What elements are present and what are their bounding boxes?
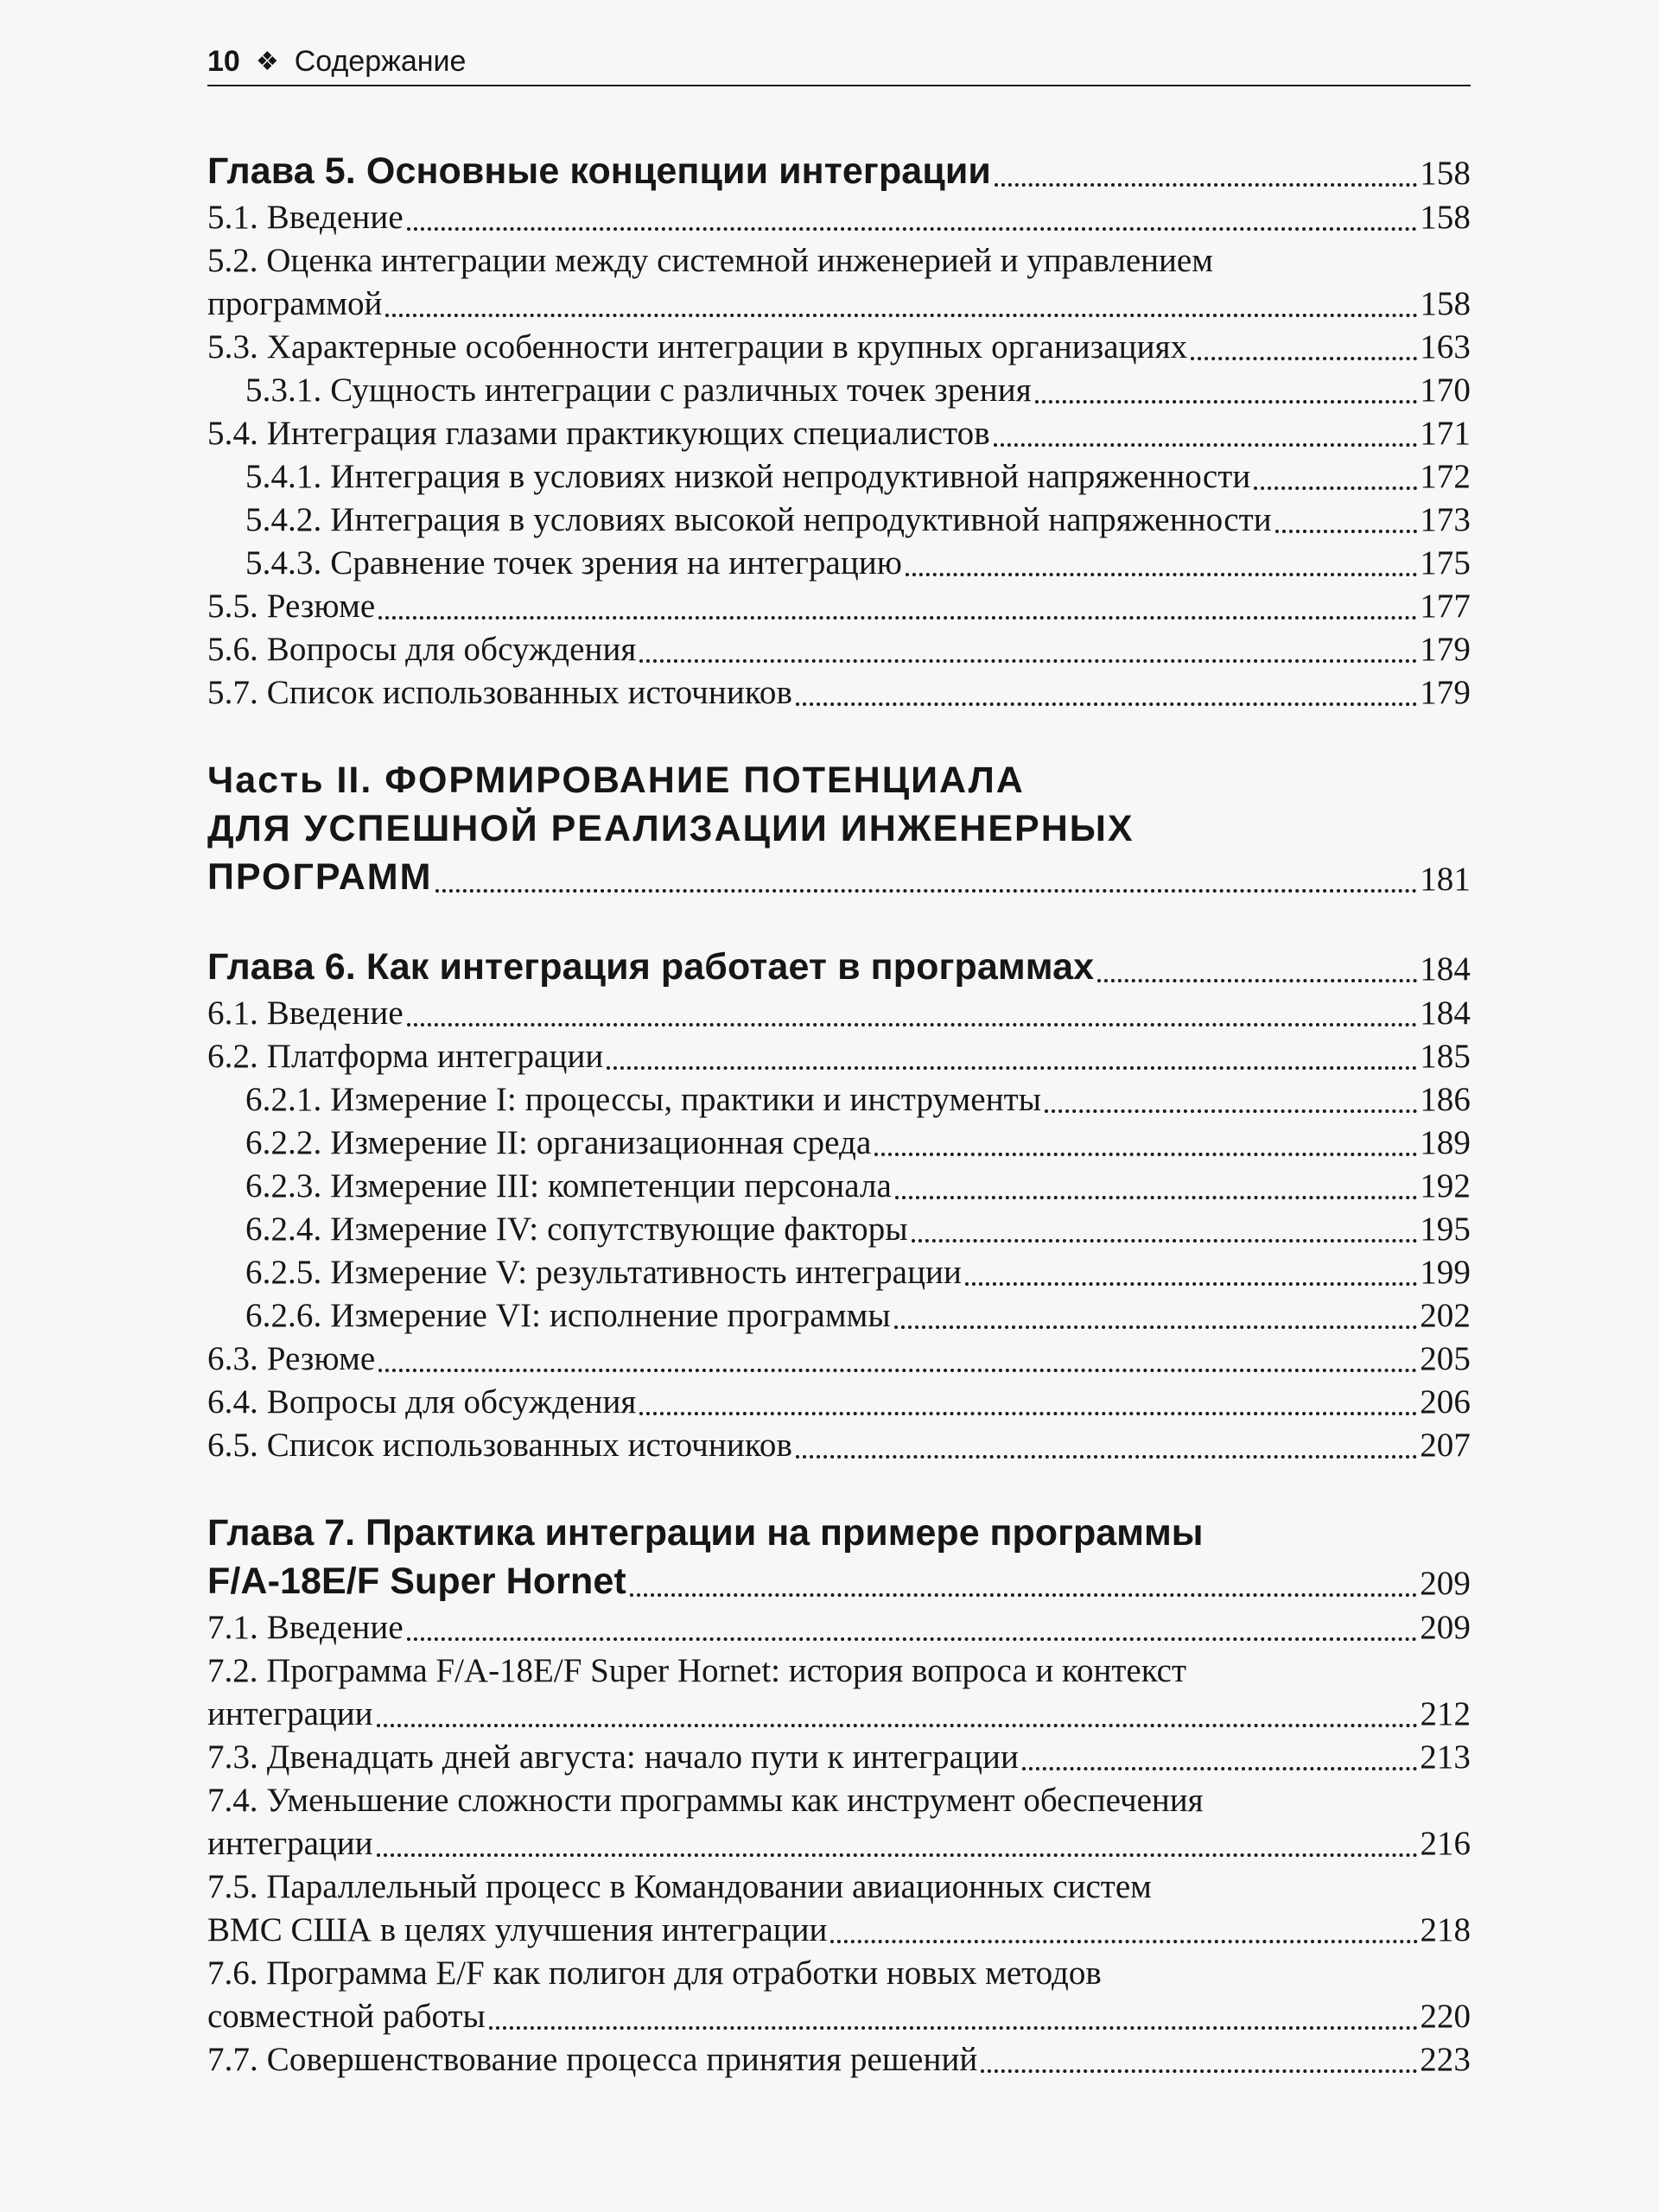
toc-entry-title-line-1: 7.5. Параллельный процесс в Командовании авиационных систем [207,1868,1152,1905]
part-2-heading [207,756,1471,901]
toc-entry-title: 5.4.3. Сравнение точек зрения на интеграцию [245,544,903,582]
toc-entry-title: 6.2. Платформа интеграции [207,1038,604,1075]
dot-leader [995,183,1417,187]
toc-entry-last-line [207,1822,1471,1866]
page-reference: 207 [1420,1427,1471,1464]
toc-entry-title: 6.5. Список использованных источников [207,1427,793,1464]
dot-leader [994,443,1417,447]
page-reference: 209 [1420,1609,1471,1646]
chapter-6-block [207,943,1471,1467]
toc-entry [207,1035,1471,1078]
toc-entry-last-line [207,1909,1471,1952]
dot-leader [981,2069,1417,2073]
page-reference: 212 [1420,1695,1471,1732]
dot-leader [894,1325,1418,1329]
dot-leader [796,1455,1417,1459]
toc-entry [207,671,1471,715]
toc-entry [207,1424,1471,1467]
part-title-line-3: ПРОГРАММ [207,856,433,898]
toc-entry-wrapped [207,1952,1471,2038]
toc-subentry [207,455,1471,499]
toc-entry-title: 6.2.6. Измерение VI: исполнение программы [245,1297,891,1334]
toc-entry-last-line [207,283,1471,326]
chapter-6-heading [207,943,1471,991]
page-reference: 158 [1420,285,1471,322]
toc-entry-wrapped [207,1649,1471,1736]
toc-entry-title: 6.1. Введение [207,995,404,1032]
page-reference: 189 [1420,1124,1471,1161]
part-title-line-1: Часть II. ФОРМИРОВАНИЕ ПОТЕНЦИАЛА [207,760,1025,801]
dot-leader [639,1412,1417,1415]
toc-entry-wrapped [207,239,1471,326]
chapter-7-block [207,1509,1471,2082]
part-title-last-line [207,853,1471,901]
page-reference: 218 [1420,1911,1471,1948]
toc-entry-title: 5.6. Вопросы для обсуждения [207,631,637,668]
dot-leader [796,702,1417,706]
running-head [207,38,1471,86]
page-reference: 158 [1420,199,1471,236]
chapter-title-line-2: F/A-18E/F Super Hornet [207,1560,626,1602]
toc-entry-title: 6.2.2. Измерение II: организационная среда [245,1124,872,1161]
toc-entry [207,1381,1471,1424]
chapter-5-block [207,147,1471,715]
toc-entry-title-line-1: 5.2. Оценка интеграции между системной инженерией и управлением [207,242,1213,279]
toc-entry-title: 7.7. Совершенствование процесса принятия решений [207,2041,978,2078]
toc-entry-title-line-1: 7.2. Программа F/A-18E/F Super Hornet: история вопроса и контекст [207,1652,1187,1689]
dot-leader [1191,357,1417,360]
toc-entry-title-line-2: интеграции [207,1695,373,1732]
page-reference: 206 [1420,1383,1471,1421]
toc-entry [207,2038,1471,2082]
toc-entry-title: 5.3. Характерные особенности интеграции в крупных организациях [207,328,1188,365]
dot-leader [912,1239,1418,1243]
dot-leader [1045,1109,1417,1113]
page-reference: 195 [1420,1211,1471,1248]
toc-subentry [207,1208,1471,1251]
toc-entry-last-line [207,1693,1471,1736]
toc-entry-title: 6.2.3. Измерение III: компетенции персонала [245,1167,892,1205]
dot-leader [874,1153,1417,1156]
page-reference: 172 [1420,458,1471,495]
dot-leader [385,314,1417,317]
toc-entry-wrapped [207,1866,1471,1952]
page-reference: 185 [1420,1038,1471,1075]
chapter-title-last-line [207,1557,1471,1605]
page-reference: 184 [1420,950,1471,988]
toc-entry-title: 6.2.1. Измерение I: процессы, практики и инструменты [245,1081,1042,1118]
page-reference: 199 [1420,1254,1471,1291]
chapter-7-heading [207,1509,1471,1605]
toc-entry [207,585,1471,628]
dot-leader [407,1023,1417,1027]
toc-entry-title-line-1: 7.6. Программа E/F как полигон для отработки новых методов [207,1955,1102,1992]
dot-leader [1022,1767,1417,1770]
page-reference: 213 [1420,1738,1471,1776]
page-reference: 205 [1420,1340,1471,1377]
dot-leader [407,1637,1417,1641]
page-reference: 184 [1420,995,1471,1032]
page-reference: 173 [1420,501,1471,538]
toc-entry-last-line [207,1995,1471,2038]
page-reference: 158 [1420,155,1471,192]
toc-subentry [207,1165,1471,1208]
dot-leader [378,616,1417,620]
toc-subentry [207,1294,1471,1338]
toc-entry-title-line-2: программой [207,285,383,322]
ornament-icon: ❖ [255,48,279,76]
toc-entry-title: 7.1. Введение [207,1609,404,1646]
toc-entry-title-line-2: совместной работы [207,1998,486,2035]
dot-leader [377,1853,1418,1857]
toc-entry-title: 5.3.1. Сущность интеграции с различных точек зрения [245,372,1032,409]
toc-subentry [207,499,1471,542]
toc-entry [207,196,1471,239]
toc-entry-title-line-1: 7.4. Уменьшение сложности программы как инструмент обеспечения [207,1782,1204,1819]
toc-entry [207,412,1471,455]
toc-entry [207,1338,1471,1381]
toc-entry-title: 6.4. Вопросы для обсуждения [207,1383,637,1421]
dot-leader [830,1940,1417,1943]
dot-leader [639,659,1417,663]
page-reference: 209 [1420,1565,1471,1602]
chapter-5-heading [207,147,1471,195]
page-reference: 175 [1420,544,1471,582]
toc-entry-title: 5.4.1. Интеграция в условиях низкой непродуктивной напряженности [245,458,1251,495]
toc-entry-wrapped [207,1779,1471,1866]
chapter-title: Глава 6. Как интеграция работает в программах [207,946,1095,988]
page-content [207,38,1471,2123]
dot-leader [965,1282,1417,1286]
toc-entry-title: 5.4. Интеграция глазами практикующих специалистов [207,415,990,452]
toc-entry [207,1736,1471,1779]
dot-leader [435,889,1417,893]
toc-entry [207,628,1471,671]
chapter-title: Глава 5. Основные концепции интеграции [207,150,991,192]
dot-leader [906,573,1417,576]
dot-leader [407,227,1417,231]
dot-leader [1275,530,1417,533]
dot-leader [377,1724,1418,1727]
part-title [207,756,1471,901]
toc-subentry [207,1078,1471,1122]
part-title-line-2: ДЛЯ УСПЕШНОЙ РЕАЛИЗАЦИИ ИНЖЕНЕРНЫХ [207,808,1135,849]
toc-entry-title-line-2: интеграции [207,1825,373,1862]
running-head-title: Содержание [294,45,467,78]
page-number: 10 [207,45,240,78]
toc-subentry [207,1251,1471,1294]
dot-leader [489,2026,1418,2030]
dot-leader [607,1066,1417,1070]
page-reference: 223 [1420,2041,1471,2078]
page-reference: 186 [1420,1081,1471,1118]
toc-entry-title: 5.4.2. Интеграция в условиях высокой непродуктивной напряженности [245,501,1272,538]
dot-leader [378,1369,1417,1372]
toc-entry [207,992,1471,1035]
toc-entry-title: 5.5. Резюме [207,588,376,625]
toc-entry-title: 6.3. Резюме [207,1340,376,1377]
toc-entry [207,1606,1471,1649]
page-reference: 170 [1420,372,1471,409]
page-reference: 163 [1420,328,1471,365]
page-reference: 181 [1420,861,1471,898]
toc-subentry [207,1122,1471,1165]
dot-leader [630,1593,1417,1597]
toc-entry-title: 5.1. Введение [207,199,404,236]
table-of-contents [207,147,1471,2082]
toc-entry-title: 7.3. Двенадцать дней августа: начало пути к интеграции [207,1738,1019,1776]
page-reference: 179 [1420,674,1471,711]
toc-entry-title: 6.2.5. Измерение V: результативность интеграции [245,1254,962,1291]
toc-entry-title: 5.7. Список использованных источников [207,674,793,711]
page-reference: 216 [1420,1825,1471,1862]
page-reference: 192 [1420,1167,1471,1205]
toc-entry-title-line-2: ВМС США в целях улучшения интеграции [207,1911,828,1948]
page-reference: 177 [1420,588,1471,625]
dot-leader [1035,400,1417,404]
toc-subentry [207,369,1471,412]
page-reference: 202 [1420,1297,1471,1334]
dot-leader [895,1196,1417,1199]
toc-entry-title: 6.2.4. Измерение IV: сопутствующие факторы [245,1211,908,1248]
page-reference: 171 [1420,415,1471,452]
page-reference: 220 [1420,1998,1471,2035]
chapter-title-line-1: Глава 7. Практика интеграции на примере программы [207,1512,1204,1554]
dot-leader [1097,979,1417,982]
toc-entry [207,326,1471,369]
toc-subentry [207,542,1471,585]
dot-leader [1254,486,1417,490]
page-reference: 179 [1420,631,1471,668]
